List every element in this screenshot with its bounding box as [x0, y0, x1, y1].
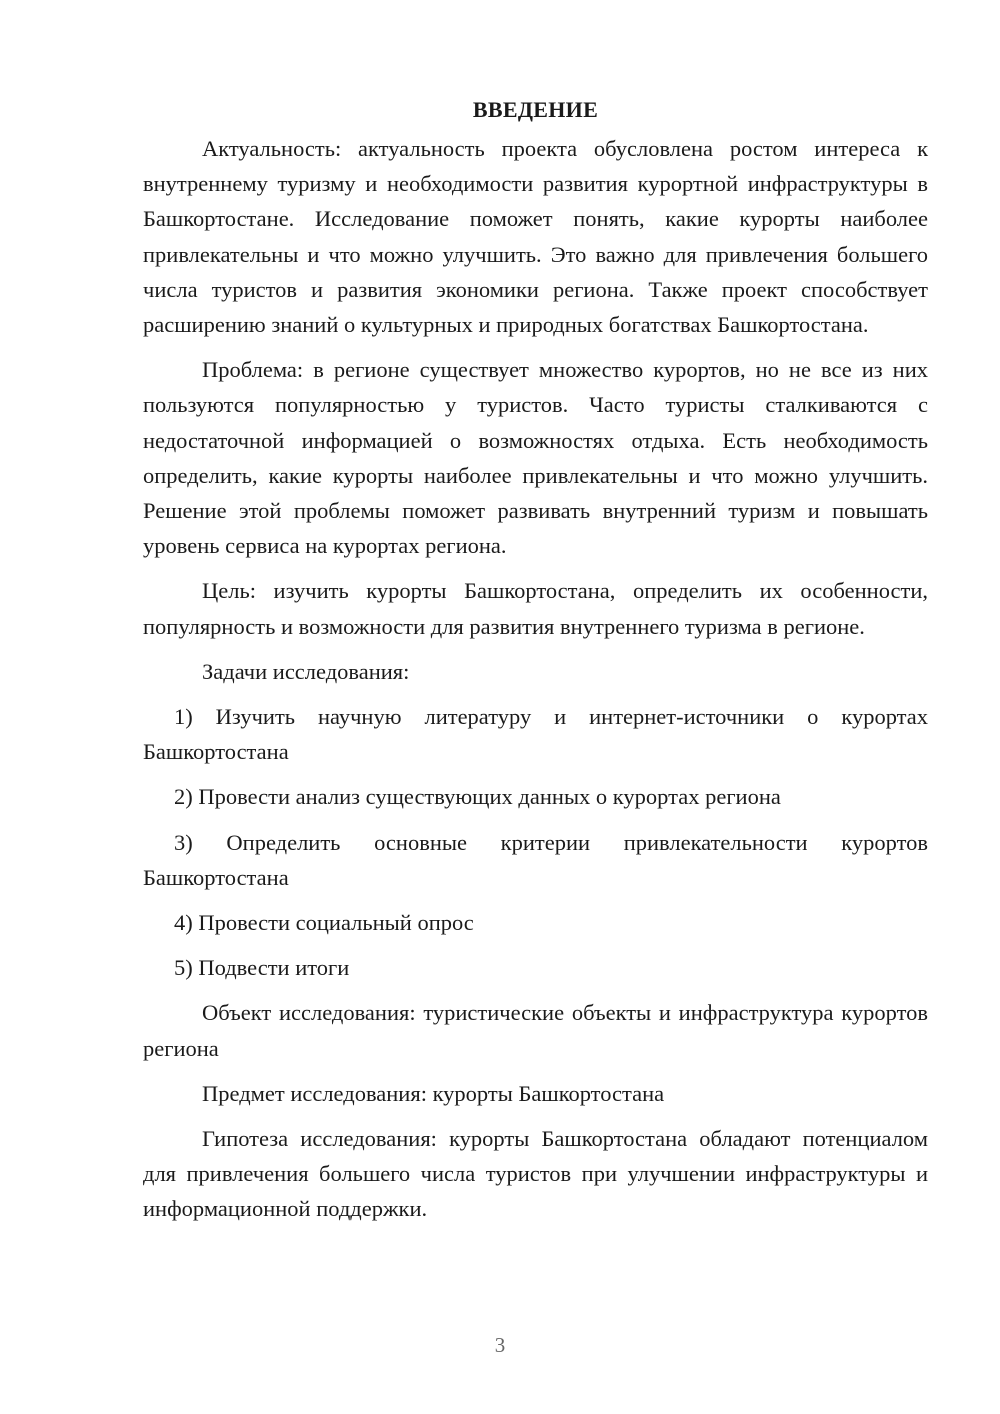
task-item-5: 5) Подвести итоги [174, 955, 350, 981]
task-item-4: 4) Провести социальный опрос [174, 910, 474, 936]
paragraph-subject: Предмет исследования: курорты Башкортостана [202, 1080, 665, 1106]
section-title: ВВЕДЕНИЕ [472, 97, 599, 122]
page-number: 3 [494, 1333, 506, 1357]
document-page [143, 92, 928, 1237]
paragraph-relevance: Актуальность: актуальность проекта обусловлена ростом интереса к внутреннему туризму и необходимости развития курортной инфраструктуры в Башкортостане. Исследование поможет понять, какие курорты наиболее привлекательны и что можно улучшить. Это важно для привлечения большего числа туристов и развития экономики региона. Также проект способствует расширению знаний о культурных и природных богатствах Башкортостана. [143, 136, 928, 338]
tasks-heading: Задачи исследования: [202, 658, 410, 684]
paragraph-hypothesis: Гипотеза исследования: курорты Башкортостана обладают потенциалом для привлечения большего числа туристов при улучшении инфраструктуры и информационной поддержки. [143, 1126, 928, 1222]
paragraph-goal: Цель: изучить курорты Башкортостана, определить их особенности, популярность и возможности для развития внутреннего туризма в регионе. [143, 578, 928, 639]
task-item-2: 2) Провести анализ существующих данных о курортах региона [174, 784, 781, 810]
task-item-1: 1) Изучить научную литературу и интернет-источники о курортах Башкортостана [143, 704, 928, 765]
paragraph-problem: Проблема: в регионе существует множество курортов, но не все из них пользуются популярностью у туристов. Часто туристы сталкиваются с недостаточной информацией о возможностях отдыха. Есть необходимость определить, какие курорты наиболее привлекательны и что можно улучшить. Решение этой проблемы поможет развивать внутренний туризм и повышать уровень сервиса на курортах региона. [143, 357, 928, 559]
task-item-3: 3) Определить основные критерии привлекательности курортов Башкортостана [143, 829, 928, 890]
paragraph-object: Объект исследования: туристические объекты и инфраструктура курортов региона [143, 1000, 928, 1061]
